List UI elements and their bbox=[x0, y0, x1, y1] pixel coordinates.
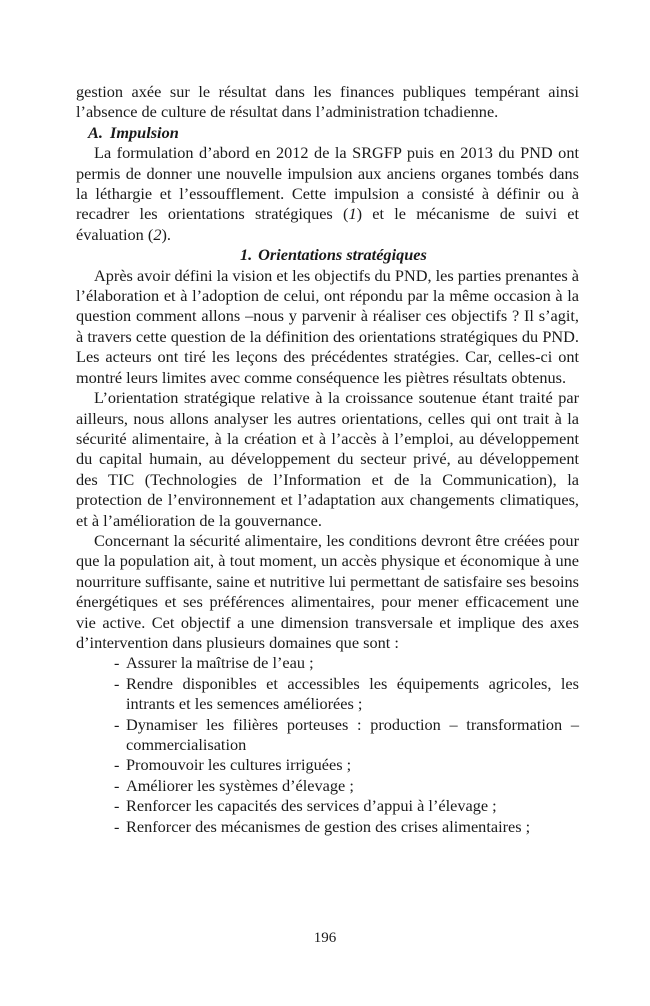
list-bullet: - bbox=[114, 714, 120, 734]
list-item-text: Dynamiser les filières porteuses : production – transformation – commercialisation bbox=[126, 714, 579, 754]
page-number: 196 bbox=[313, 930, 337, 946]
list-bullet: - bbox=[114, 673, 120, 693]
list-item-text: Assurer la maîtrise de l’eau ; bbox=[126, 653, 314, 673]
impulsion-paragraph bbox=[76, 143, 579, 245]
intro-paragraph: gestion axée sur le résultat dans les finances publiques tempérant ainsi l’absence de culture de résultat dans l’administration tchadienne. bbox=[76, 82, 579, 122]
list-bullet: - bbox=[114, 755, 120, 775]
page-body bbox=[76, 82, 579, 837]
subsection-heading-orientations bbox=[76, 245, 579, 265]
list-bullet: - bbox=[114, 653, 120, 673]
list-bullet: - bbox=[114, 816, 120, 836]
section-heading-title: Impulsion bbox=[110, 122, 179, 142]
list-bullet: - bbox=[114, 796, 120, 816]
list-item-text: Rendre disponibles et accessibles les équipements agricoles, les intrants et les semences améliorées ; bbox=[126, 673, 579, 714]
list-item bbox=[114, 674, 579, 715]
section-heading-impulsion bbox=[76, 123, 579, 143]
orientations-paragraph: Après avoir défini la vision et les objectifs du PND, les parties prenantes à l’élaboration et à l’adoption de celui, ont répondu par la même occasion à la question comment allons –nous y parvenir à réaliser ces objectifs ? Il s’agit, à travers cette question de la définition des orientations stratégiques du PND. Les acteurs ont tiré les leçons des précédentes stratégies. Car, celles-ci ont montré leurs limites avec comme conséquence les piètres résultats obtenus. bbox=[76, 265, 579, 387]
impulsion-text-part-2: ) et le mécanisme de suivi et évaluation ( bbox=[76, 204, 580, 244]
list-item bbox=[114, 715, 579, 756]
impulsion-text-part-3: ). bbox=[161, 224, 171, 244]
subsection-heading-title: Orientations stratégiques bbox=[258, 245, 427, 265]
reference-2: 2 bbox=[153, 224, 162, 244]
impulsion-text-part-1: La formulation d’abord en 2012 de la SRGFP puis en 2013 du PND ont permis de donner une nouvelle impulsion aux anciens organes tombés dans la léthargie et l’essoufflement. Cette impulsion a consisté à définir ou à recadrer les orientations stratégiques ( bbox=[76, 143, 579, 224]
list-item-text: Renforcer les capacités des services d’appui à l’élevage ; bbox=[126, 796, 497, 816]
list-bullet: - bbox=[114, 775, 120, 795]
list-item-text: Renforcer des mécanismes de gestion des crises alimentaires ; bbox=[126, 816, 531, 836]
securite-alimentaire-paragraph: Concernant la sécurité alimentaire, les conditions devront être créées pour que la population ait, à tout moment, un accès physique et économique à une nourriture suffisante, saine et nutritive lui permettant de satisfaire ses besoins énergétiques et ses préférences alimentaires, pour mener efficacement une vie active. Cet objectif a une dimension transversale et implique des axes d’intervention dans plusieurs domaines que sont : bbox=[76, 530, 579, 652]
list-item bbox=[114, 776, 579, 796]
list-item bbox=[114, 796, 579, 816]
subsection-heading-number: 1. bbox=[240, 245, 253, 265]
reference-1: 1 bbox=[348, 204, 357, 224]
list-item-text: Améliorer les systèmes d’élevage ; bbox=[126, 775, 354, 795]
section-heading-number: A. bbox=[88, 122, 103, 142]
list-item-text: Promouvoir les cultures irriguées ; bbox=[126, 755, 352, 775]
list-item bbox=[114, 653, 579, 673]
intervention-list bbox=[76, 653, 579, 837]
croissance-paragraph: L’orientation stratégique relative à la croissance soutenue étant traité par ailleurs, nous allons analyser les autres orientations, celles qui ont trait à la sécurité alimentaire, à la création et à l’accès à l’emploi, au développement du capital humain, au développement du secteur privé, au développement des TIC (Technologies de l’Information et de la Communication), la protection de l’environnement et l’adaptation aux changements climatiques, et à l’amélioration de la gouvernance. bbox=[76, 388, 579, 530]
list-item bbox=[114, 755, 579, 775]
list-item bbox=[114, 817, 579, 837]
